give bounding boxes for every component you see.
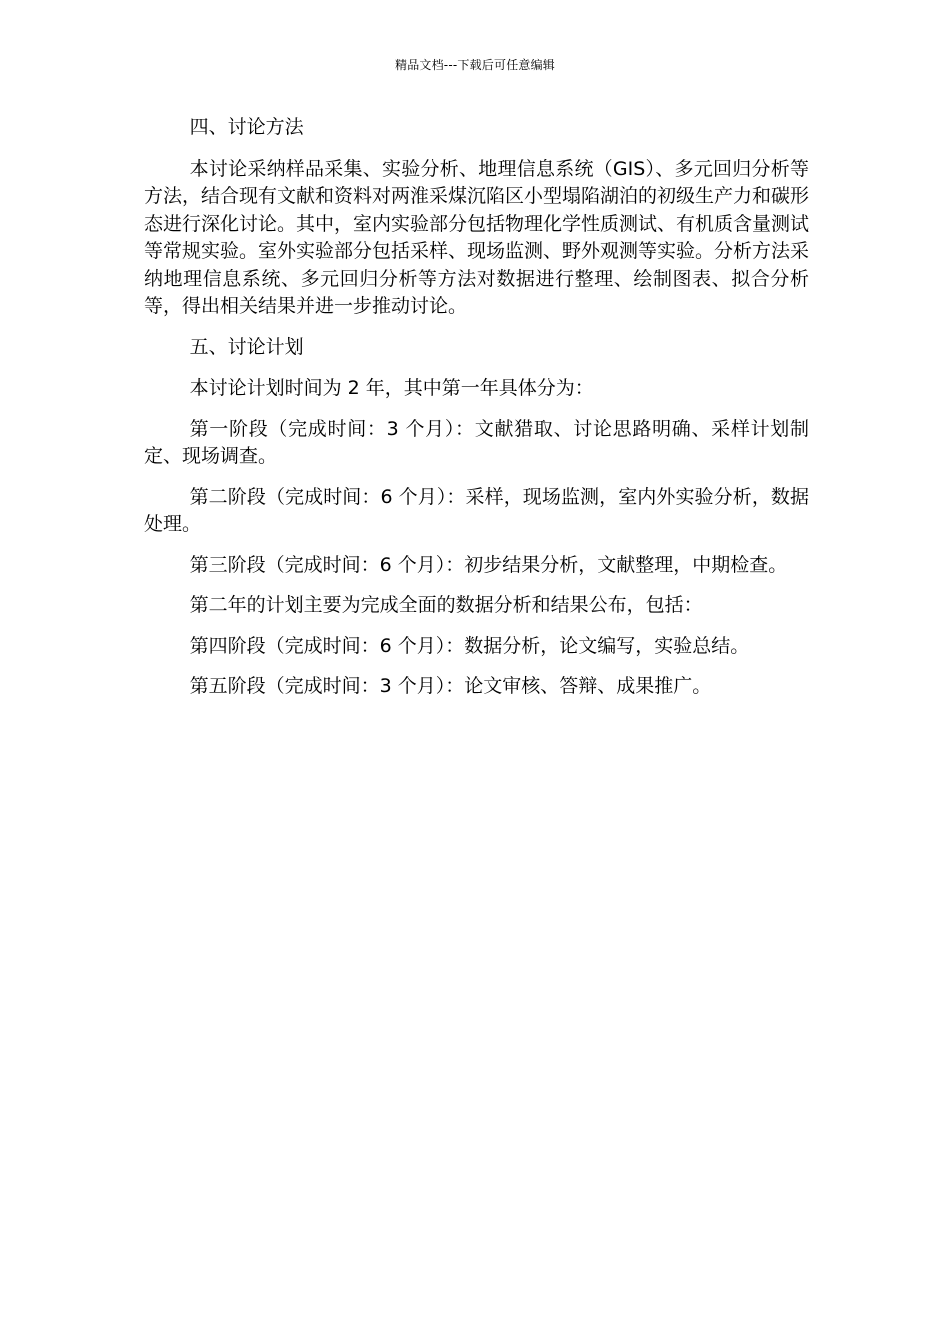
document-body bbox=[144, 114, 809, 714]
paragraph-stage-2: 第二阶段（完成时间：6 个月）：采样，现场监测，室内外实验分析，数据处理。 bbox=[144, 485, 809, 535]
section-heading-methods: 四、讨论方法 bbox=[189, 116, 304, 138]
paragraph-stage-1: 第一阶段（完成时间：3 个月）：文献猎取、讨论思路明确、采样计划制定、现场调查。 bbox=[144, 417, 809, 467]
paragraph-plan-intro: 本讨论计划时间为 2 年，其中第一年具体分为： bbox=[189, 377, 594, 399]
page-header: 精品文档---下载后可任意编辑 bbox=[395, 58, 555, 72]
paragraph-stage-3: 第三阶段（完成时间：6 个月）：初步结果分析，文献整理，中期检查。 bbox=[189, 553, 788, 576]
section-heading-plan: 五、讨论计划 bbox=[189, 335, 304, 358]
paragraph-stage-4: 第四阶段（完成时间：6 个月）：数据分析，论文编写，实验总结。 bbox=[189, 634, 750, 657]
paragraph-stage-5: 第五阶段（完成时间：3 个月）：论文审核、答辩、成果推广。 bbox=[189, 675, 712, 697]
paragraph-methods: 本讨论采纳样品采集、实验分析、地理信息系统（GIS）、多元回归分析等方法，结合现有文献和资料对两淮采煤沉陷区小型塌陷湖泊的初级生产力和碳形态进行深化讨论。其中，室内实验部分包括物理化学性质测试、有机质含量测试等常规实验。室外实验部分包括采样、现场监测、野外观测等实验。分析方法采纳地理信息系统、多元回归分析等方法对数据进行整理、绘制图表、拟合分析等，得出相关结果并进一步推动讨论。 bbox=[144, 157, 810, 317]
paragraph-year-2-intro: 第二年的计划主要为完成全面的数据分析和结果公布，包括： bbox=[189, 594, 703, 616]
